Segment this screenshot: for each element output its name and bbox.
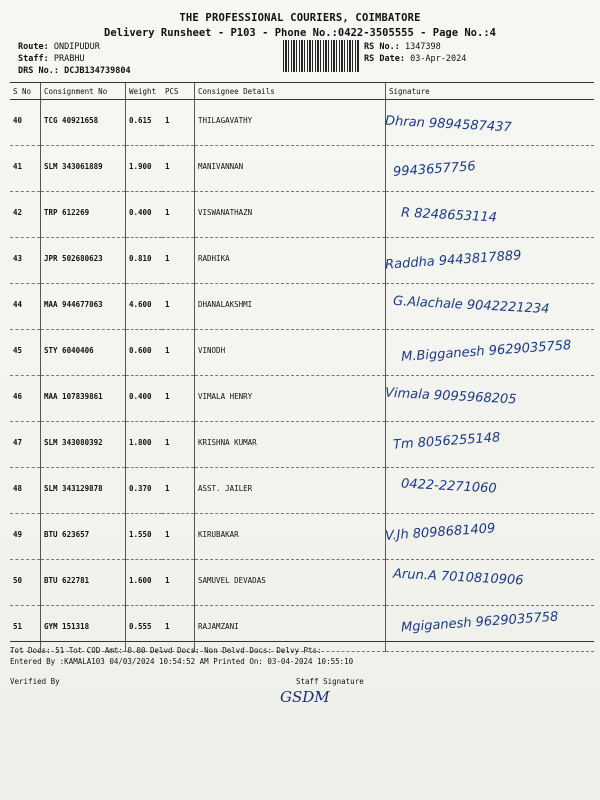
row-weight: 1.550 [126,514,163,560]
handwritten-signature: Arun.A 7010810906 [392,566,524,589]
row-sno: 51 [10,606,41,652]
row-consignee: VISWANATHAZN [195,192,386,238]
row-pcs: 1 [162,606,195,652]
row-sno: 44 [10,284,41,330]
rs-no-field [364,42,441,52]
row-pcs: 1 [162,192,195,238]
row-weight: 0.615 [126,100,163,146]
handwritten-signature: 0422-2271060 [400,476,497,497]
barcode [283,40,359,72]
row-sno: 50 [10,560,41,606]
col-consignment: Consignment No [41,83,126,100]
row-sno: 47 [10,422,41,468]
row-weight: 4.600 [126,284,163,330]
row-pcs: 1 [162,284,195,330]
totals-line: Tot Docs: 51 Tot COD Amt: 0.00 Delvd Docs: Non Delvd Docs: Delvy Pts: [10,646,322,655]
row-pcs: 1 [162,376,195,422]
row-sno: 40 [10,100,41,146]
handwritten-signature: Vimala 9095968205 [384,385,517,408]
handwritten-signature: V.Jh 8098681409 [384,520,496,544]
row-consignment: STY 6040406 [41,330,126,376]
row-pcs: 1 [162,560,195,606]
row-pcs: 1 [162,100,195,146]
runsheet-title: Delivery Runsheet - P103 - Phone No.:0422-3505555 - Page No.:4 [104,27,496,39]
company-title: THE PROFESSIONAL COURIERS, COIMBATORE [179,12,421,24]
row-sno: 46 [10,376,41,422]
rs-date-label: RS Date: [364,54,405,64]
table-row [10,422,594,468]
col-sno: S No [10,83,41,100]
row-consignment: TCG 40921658 [41,100,126,146]
row-consignee: VIMALA HENRY [195,376,386,422]
row-consignee: ASST. JAILER [195,468,386,514]
route-label: Route: [18,42,49,52]
rs-no-value: 1347398 [404,42,441,52]
staff-signature-label: Staff Signature [296,677,364,686]
row-pcs: 1 [162,468,195,514]
rs-no-label: RS No.: [364,42,400,52]
row-weight: 1.800 [126,422,163,468]
row-sno: 48 [10,468,41,514]
table-body [10,100,594,652]
handwritten-signature: Raddha 9443817889 [384,248,522,273]
row-weight: 1.600 [126,560,163,606]
table-row [10,514,594,560]
row-consignee: VINODH [195,330,386,376]
row-weight: 0.600 [126,330,163,376]
row-consignment: TRP 612269 [41,192,126,238]
row-sno: 45 [10,330,41,376]
row-consignment: BTU 622781 [41,560,126,606]
row-consignment: MAA 944677063 [41,284,126,330]
row-weight: 0.370 [126,468,163,514]
row-consignee: KRISHNA KUMAR [195,422,386,468]
staff-signature-mark: GSDM [280,688,330,706]
row-pcs: 1 [162,238,195,284]
row-consignment: JPR 502680623 [41,238,126,284]
staff-value: PRABHU [53,54,85,64]
drs-label: DRS No.: [18,66,59,76]
row-consignment: MAA 107839861 [41,376,126,422]
staff-label: Staff: [18,54,49,64]
handwritten-signature: Dhran 9894587437 [384,113,512,136]
row-pcs: 1 [162,422,195,468]
table-header [10,83,594,100]
handwritten-signature: 9943657756 [392,159,477,181]
table-row [10,468,594,514]
row-weight: 0.555 [126,606,163,652]
table-row [10,192,594,238]
col-weight: Weight [126,83,163,100]
row-sno: 43 [10,238,41,284]
staff-field [18,54,85,64]
col-pcs: PCS [162,83,195,100]
col-signature: Signature [386,83,595,100]
row-consignment: SLM 343061889 [41,146,126,192]
row-pcs: 1 [162,514,195,560]
row-weight: 0.810 [126,238,163,284]
row-consignment: SLM 343080392 [41,422,126,468]
row-weight: 0.400 [126,376,163,422]
rs-date-field [364,54,466,64]
table-row [10,146,594,192]
row-consignee: RADHIKA [195,238,386,284]
row-consignee: SAMUVEL DEVADAS [195,560,386,606]
verified-by: Verified By [10,677,60,686]
drs-field [18,66,131,76]
route-value: ONDIPUDUR [53,42,100,52]
row-consignment: BTU 623657 [41,514,126,560]
row-pcs: 1 [162,146,195,192]
rs-date-value: 03-Apr-2024 [410,54,467,64]
handwritten-signature: G.Alachale 9042221234 [392,294,550,318]
row-consignment: SLM 343129878 [41,468,126,514]
drs-value: DCJB134739804 [64,66,131,76]
footer-divider [10,641,594,642]
row-sno: 49 [10,514,41,560]
row-weight: 0.400 [126,192,163,238]
entered-line: Entered By :KAMALA103 04/03/2024 10:54:52 AM Printed On: 03-04-2024 10:55:10 [10,657,354,666]
row-consignee: KIRUBAKAR [195,514,386,560]
row-consignee: DHANALAKSHMI [195,284,386,330]
row-consignee: THILAGAVATHY [195,100,386,146]
row-consignee: MANIVANNAN [195,146,386,192]
row-pcs: 1 [162,330,195,376]
row-sno: 41 [10,146,41,192]
handwritten-signature: R 8248653114 [400,205,498,226]
handwritten-signature: M.Bigganesh 9629035758 [400,337,572,365]
row-weight: 1.900 [126,146,163,192]
row-consignment: GYM 151318 [41,606,126,652]
runsheet-table [10,82,594,652]
col-consignee: Consignee Details [195,83,386,100]
route-field [18,42,100,52]
handwritten-signature: Tm 8056255148 [392,430,501,453]
handwritten-signature: Mgiganesh 9629035758 [400,609,559,636]
row-sno: 42 [10,192,41,238]
row-consignee: RAJAMZANI [195,606,386,652]
